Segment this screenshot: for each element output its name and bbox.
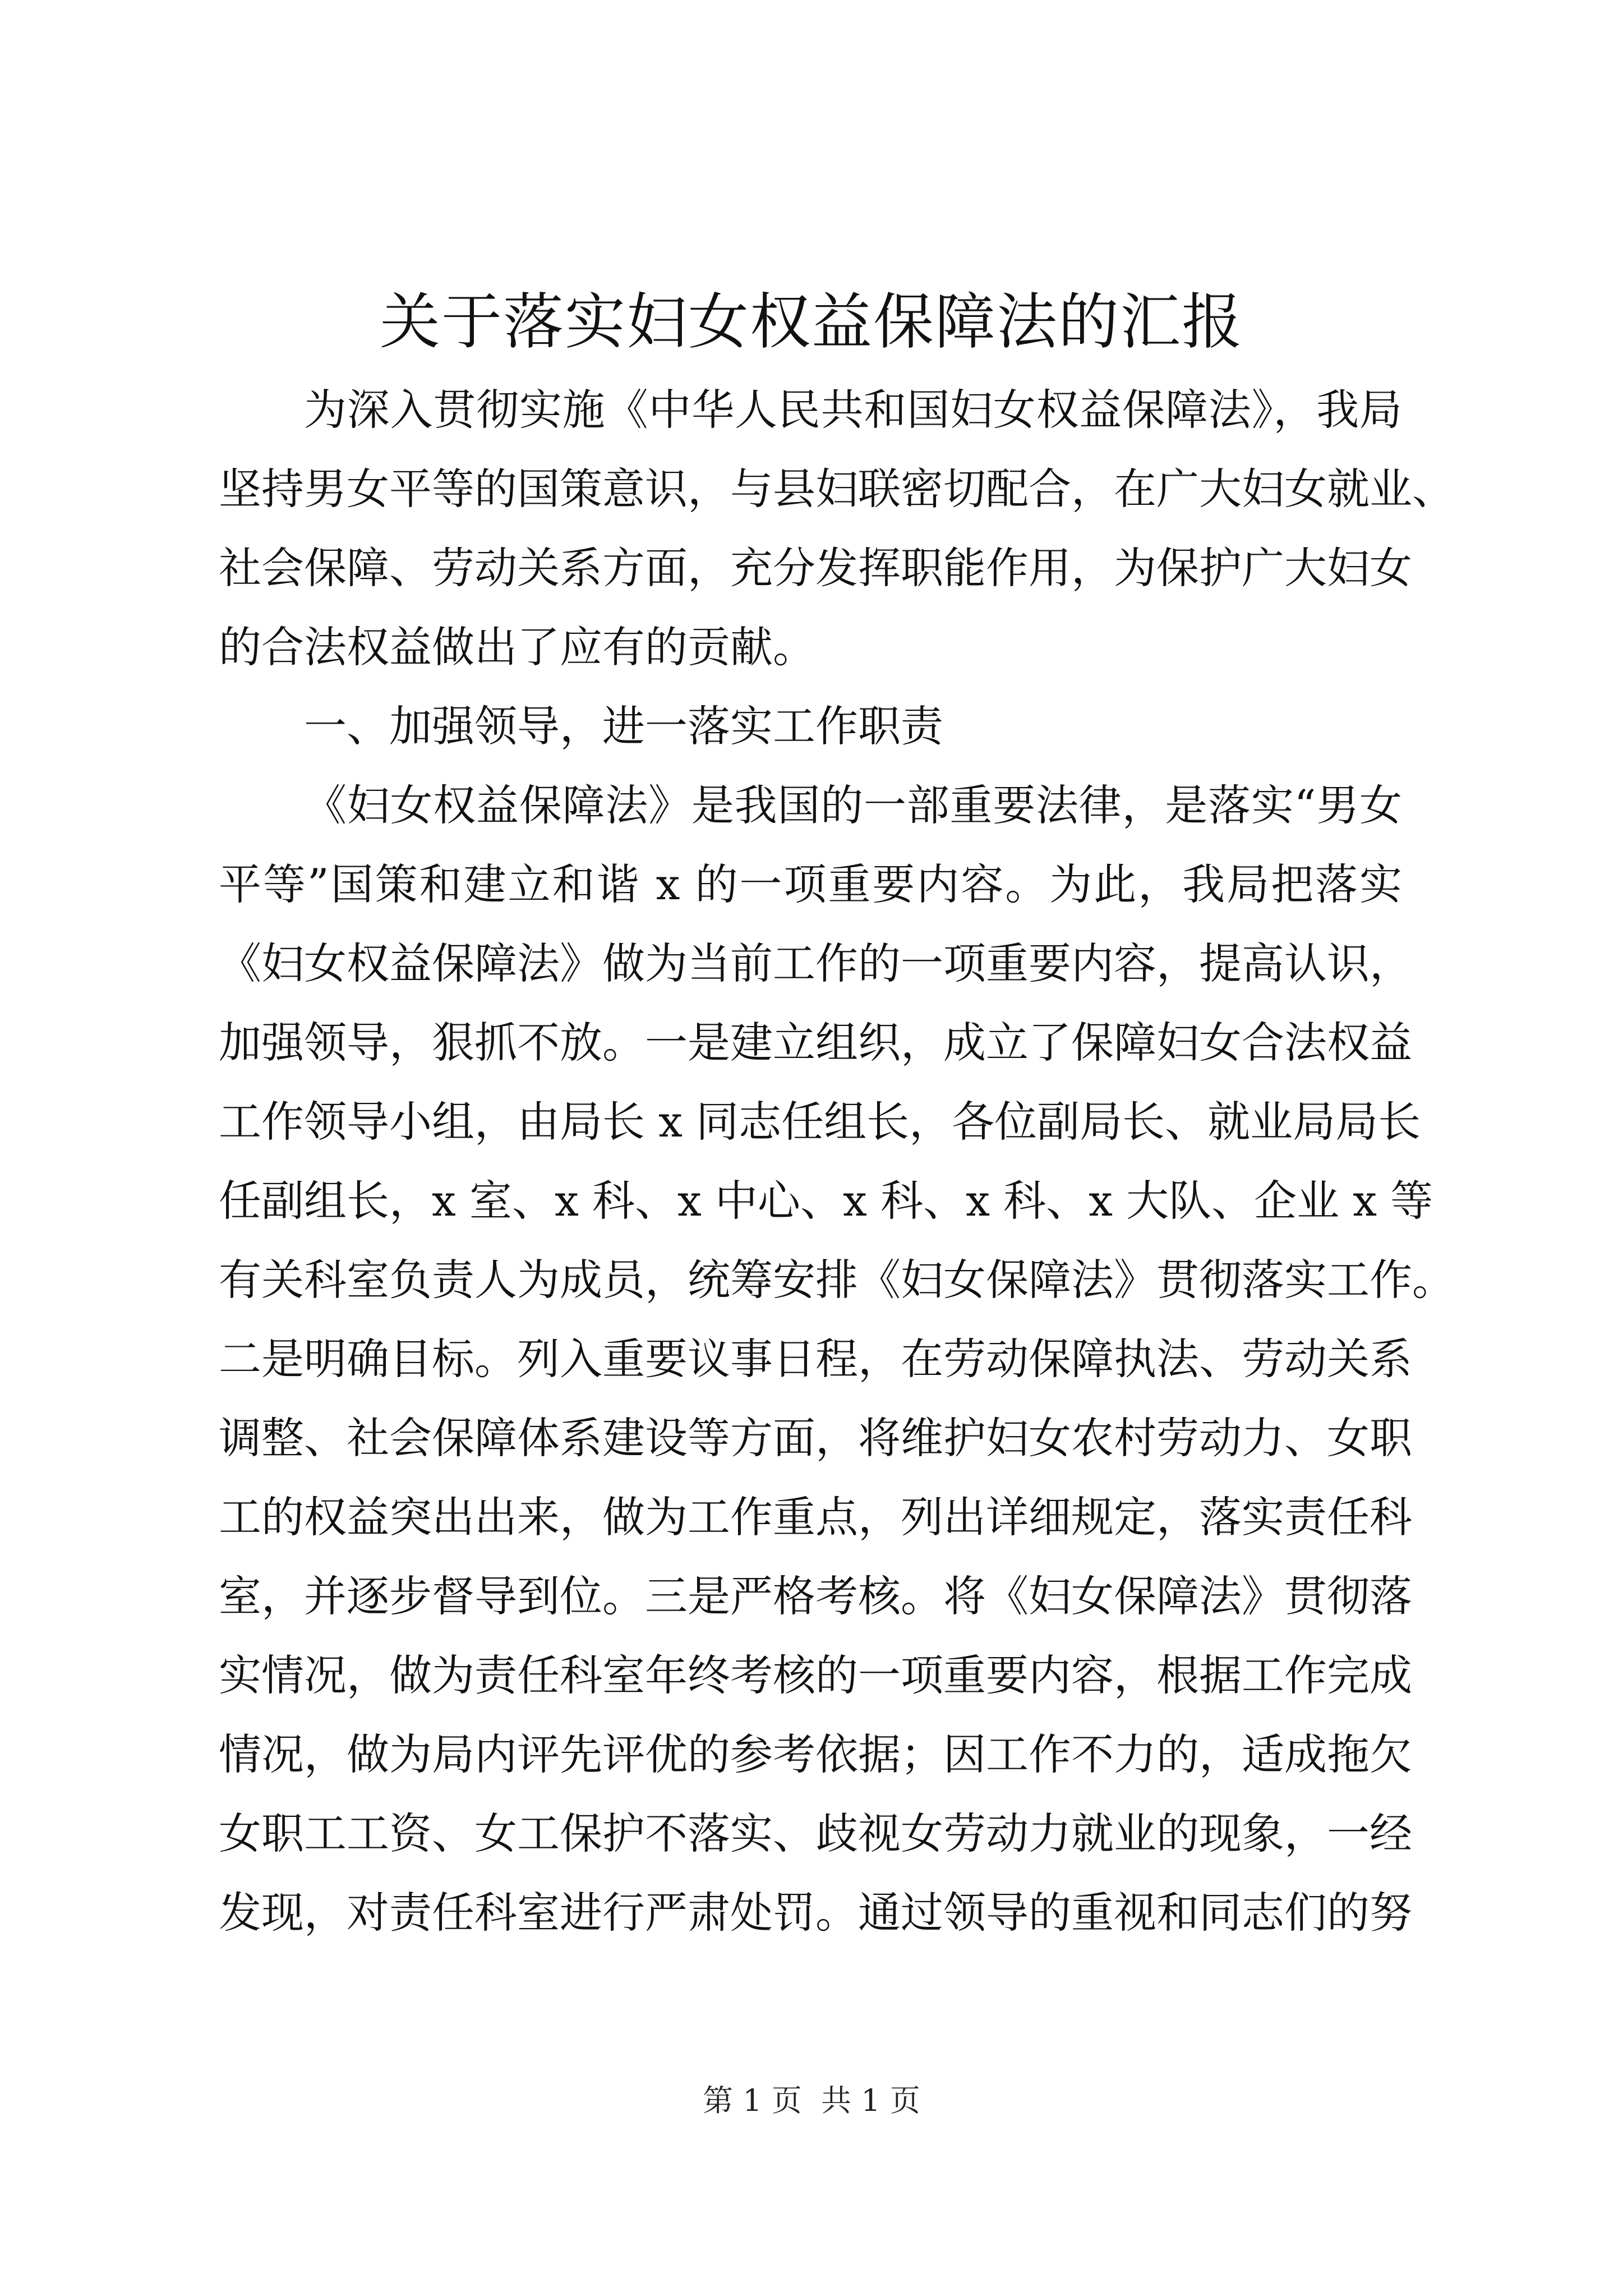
paragraph-line: 有关科室负责人为成员，统筹安排《妇女保障法》贯彻落实工作。 [219, 1255, 1455, 1305]
paragraph-line: 社会保障、劳动关系方面，充分发挥职能作用，为保护广大妇女 [219, 543, 1412, 593]
paragraph-line: 《妇女权益保障法》做为当前工作的一项重要内容，提高认识， [219, 938, 1412, 988]
paragraph-line: 任副组长，x 室、x 科、x 中心、x 科、x 科、x 大队、企业 x 等 [219, 1176, 1433, 1226]
document-body [219, 370, 1455, 1952]
paragraph-line: 调整、社会保障体系建设等方面，将维护妇女农村劳动力、女职 [219, 1413, 1412, 1463]
page-number: 第 1 页 共 1 页 [703, 2083, 920, 2118]
paragraph-line: 工作领导小组，由局长 x 同志任组长，各位副局长、就业局局长 [219, 1097, 1421, 1147]
paragraph-line: 为深入贯彻实施《中华人民共和国妇女权益保障法》，我局 [304, 385, 1402, 435]
paragraph-line: 平等”国策和建立和谐 x 的一项重要内容。为此，我局把落实 [219, 859, 1402, 909]
paragraph-line: 坚持男女平等的国策意识，与县妇联密切配合，在广大妇女就业、 [219, 464, 1455, 514]
paragraph-line: 加强领导，狠抓不放。一是建立组织，成立了保障妇女合法权益 [219, 1018, 1412, 1068]
paragraph-line: 二是明确目标。列入重要议事日程，在劳动保障执法、劳动关系 [219, 1334, 1412, 1384]
paragraph-line: 女职工工资、女工保护不落实、歧视女劳动力就业的现象，一经 [219, 1809, 1412, 1858]
paragraph-line: 《妇女权益保障法》是我国的一部重要法律，是落实“男女 [304, 780, 1402, 830]
paragraph-line: 发现，对责任科室进行严肃处罚。通过领导的重视和同志们的努 [219, 1888, 1412, 1938]
document-title: 关于落实妇女权益保障法的汇报 [379, 287, 1243, 357]
paragraph-line: 工的权益突出出来，做为工作重点，列出详细规定，落实责任科 [219, 1492, 1412, 1542]
paragraph-line: 实情况，做为责任科室年终考核的一项重要内容，根据工作完成 [219, 1650, 1412, 1700]
paragraph-line: 的合法权益做出了应有的贡献。 [219, 622, 815, 672]
page-footer [0, 2078, 1623, 2123]
paragraph-line: 情况，做为局内评先评优的参考依据；因工作不力的，适成拖欠 [219, 1729, 1412, 1779]
section-heading: 一、加强领导，进一落实工作职责 [304, 701, 943, 751]
paragraph-line: 室，并逐步督导到位。三是严格考核。将《妇女保障法》贯彻落 [219, 1571, 1412, 1621]
